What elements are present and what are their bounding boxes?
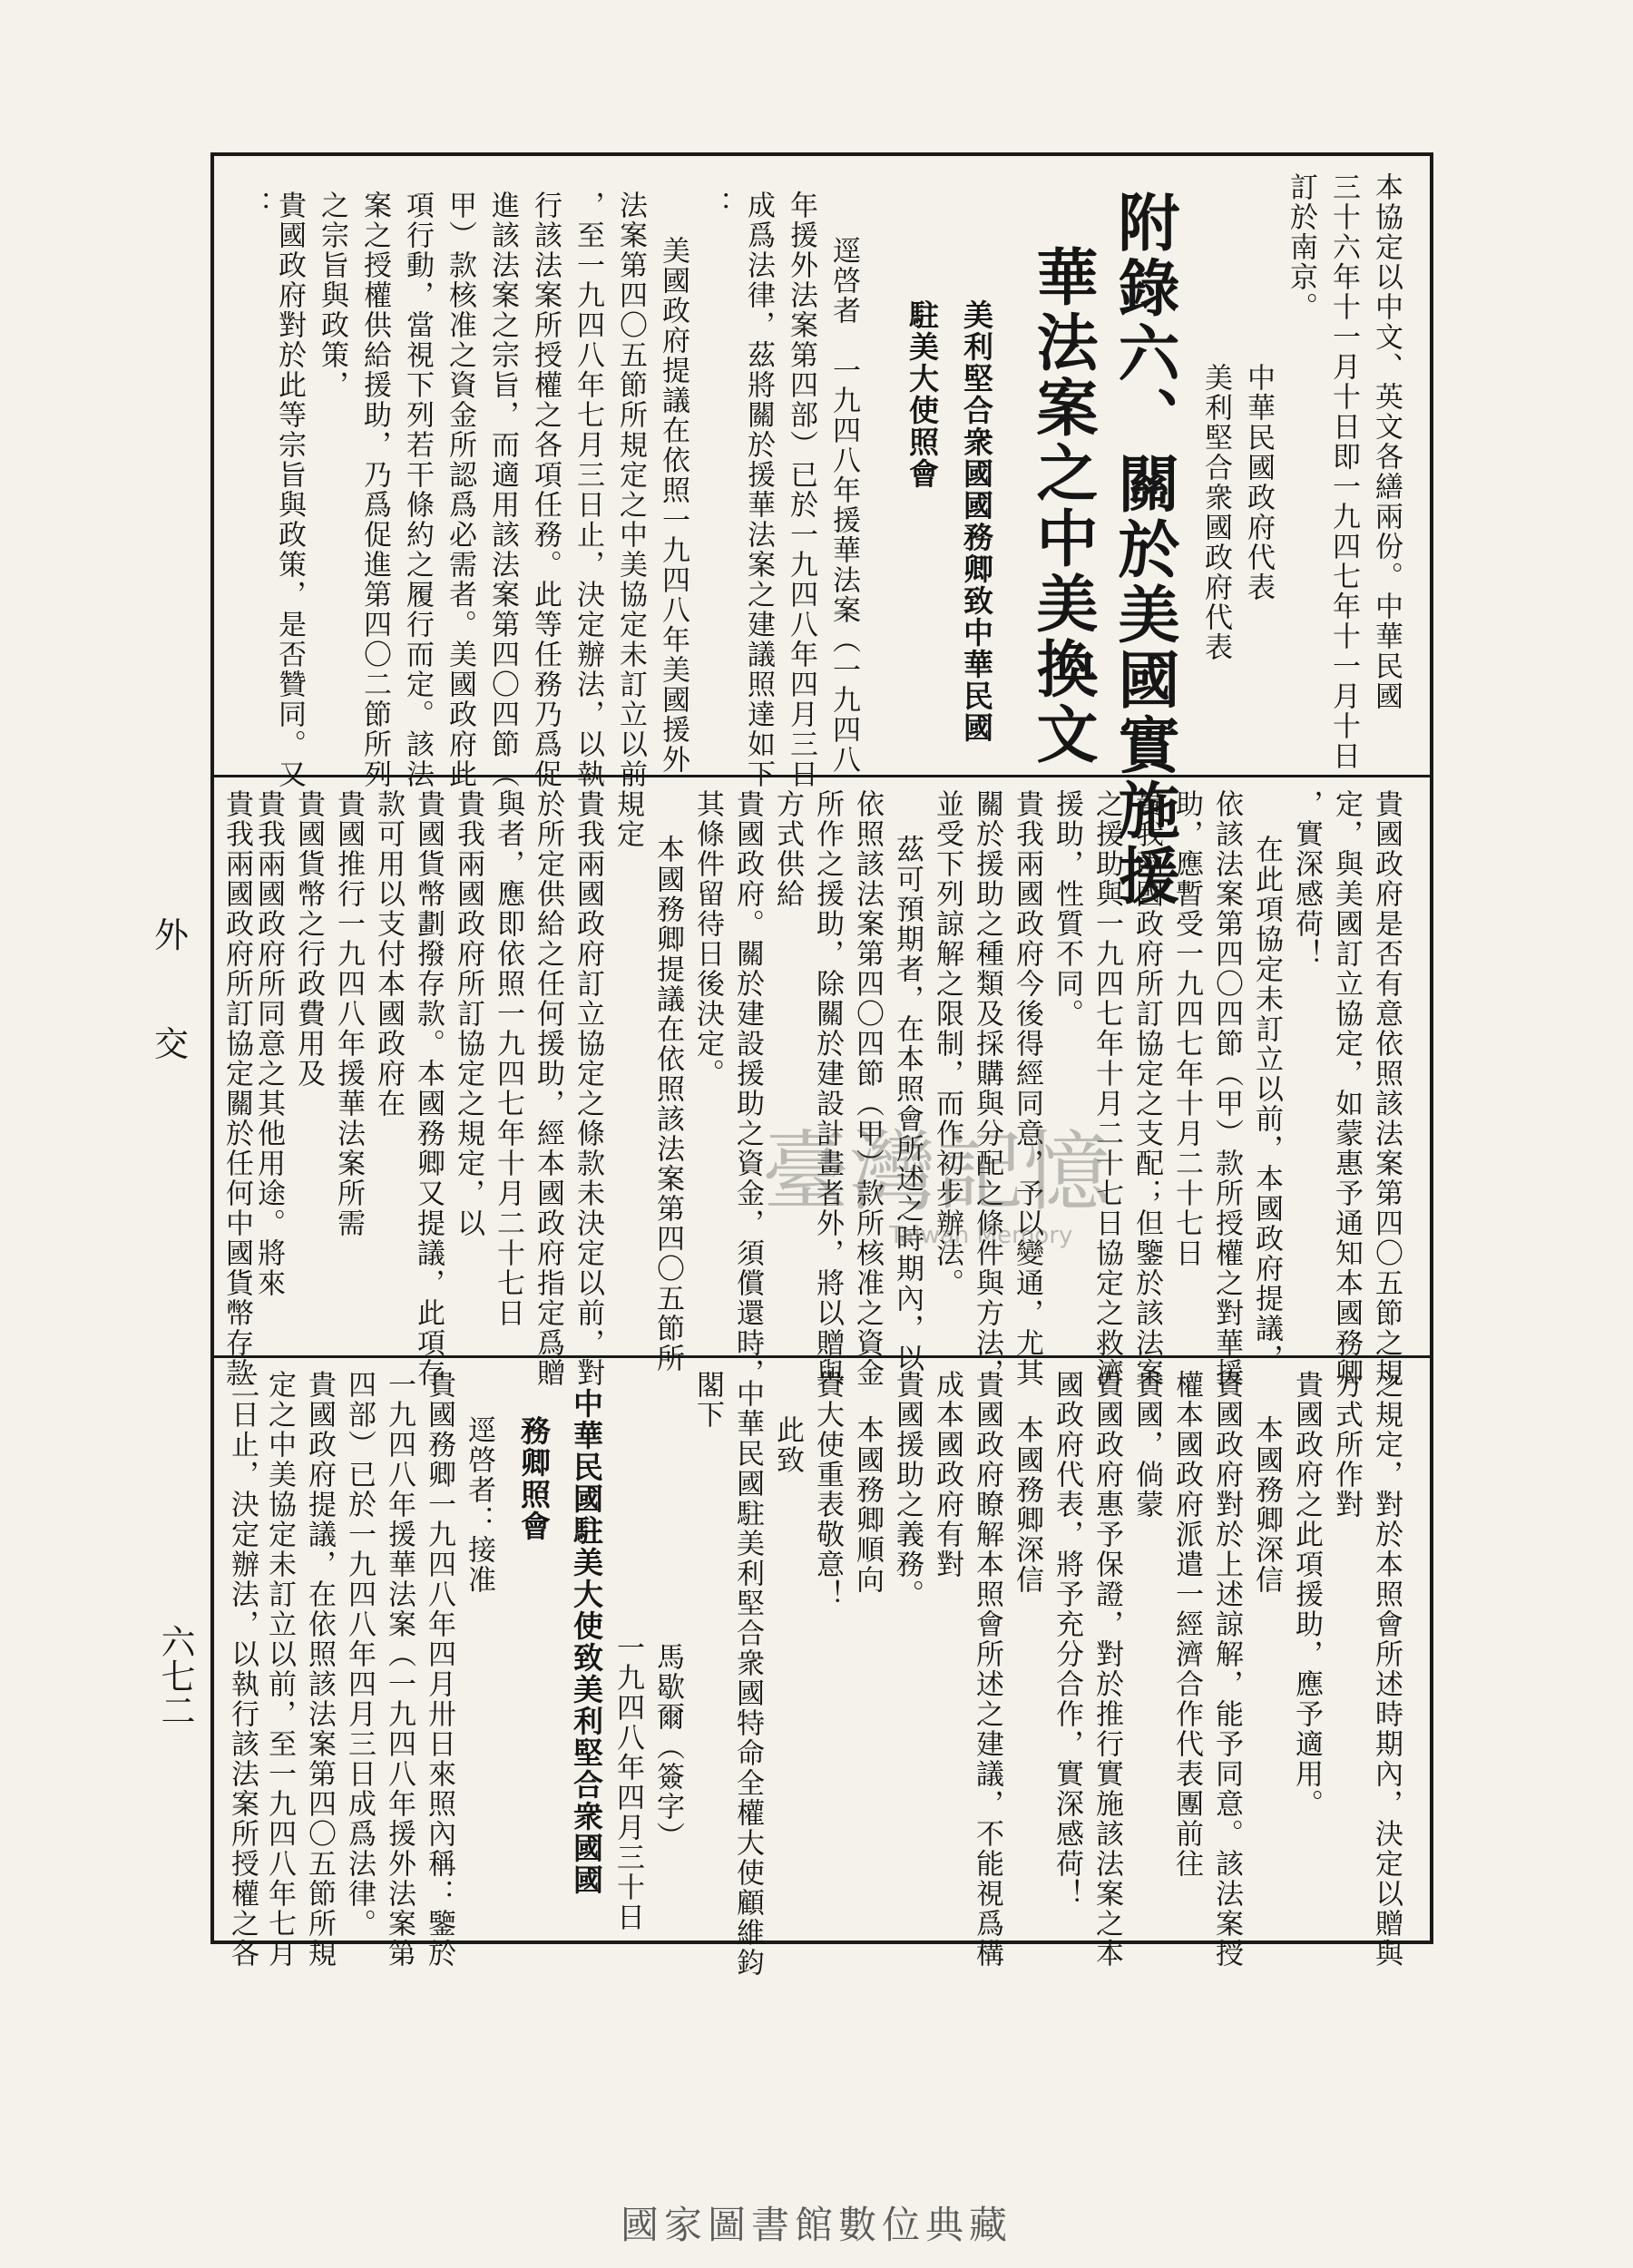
footer-caption: 國家圖書館數位典藏 <box>620 2203 1012 2247</box>
block3-line: 本國務卿順向 <box>851 1415 884 1595</box>
block3-line: 成本國政府有對 <box>931 1370 963 1579</box>
block3-line: 閣下 <box>691 1370 724 1430</box>
block2-line: 在此項協定未訂立以前，本國政府提議， <box>1250 835 1283 1374</box>
block2-line: 關於援助之種類及採購與分配之條件與方法， <box>971 789 1003 1388</box>
block1-body-line: 成爲法律，茲將關於援華法案之建議照達如下 <box>742 191 775 789</box>
block2-line: 貴國推行一九四八年援華法案所需 <box>332 789 365 1238</box>
block1-body-line: 進該法案之宗旨，而適用該法案第四〇四節（ <box>486 191 519 789</box>
appendix-title: 附錄六、關於美國實施援 <box>1108 191 1180 909</box>
block2-line: 本國務卿提議在依照該法案第四〇五節所 <box>651 835 684 1374</box>
block2-line: 貴我兩國政府所訂協定關於任何中國貨幣存款 <box>220 789 253 1388</box>
block2-line: 之援助與一九四七年十月二十七日協定之救濟 <box>1090 789 1123 1388</box>
block3-line: 權本國政府派遣一經濟合作代表團前往 <box>1170 1370 1203 1879</box>
block3-line: 貴國，倘蒙 <box>1130 1370 1163 1520</box>
block2-line: 貴國政府。關於建設援助之資金，須償還時， <box>731 789 764 1388</box>
block2-line: ，實深感荷！ <box>1290 789 1323 969</box>
note-heading: 美利堅合衆國國務卿致中華民國 <box>959 299 994 744</box>
block3-line: 國政府代表，將予充分合作，實深感荷！ <box>1051 1370 1083 1909</box>
block2-line: 助，應暫受一九四七年十月二十七日 <box>1170 789 1203 1268</box>
block2-line: 援助，性質不同。 <box>1051 789 1083 1029</box>
block3-body-line: 定之中美協定未訂立以前，至一九四八年七月 <box>263 1370 296 1969</box>
block3-line: 方式所作對 <box>1330 1370 1363 1520</box>
margin-section-char-1: 外 <box>154 915 190 955</box>
block1-body-line: 法案第四〇五節所規定之中美協定未訂立以前 <box>614 191 647 789</box>
block3-body-line: 三日止，決定辦法，以執行該法案所授權之各 <box>226 1370 259 1969</box>
block1-body-line: ，至一九四八年七月三日止，決定辦法，以執 <box>572 191 604 789</box>
block3-line: 貴大使重表敬意！ <box>811 1370 844 1609</box>
block1-body-line: 甲）款核准之資金所認爲必需者。美國政府此 <box>444 191 476 789</box>
block2-line: 貴我兩國政府今後得經同意，予以變通，尤其 <box>1011 789 1043 1388</box>
block3-line: 貴國援助之義務。 <box>891 1370 924 1609</box>
appendix-title-2: 華法案之中美換文 <box>1026 245 1099 767</box>
page-number: 六七二 <box>155 1624 195 1727</box>
block2-line: 並受下列諒解之限制，而作初步辦法。 <box>931 789 963 1298</box>
block2-line: 與者，應即依照一九四七年十月二十七日 <box>492 789 524 1328</box>
block2-line: 於所定供給之任何援助，經本國政府指定爲贈 <box>532 789 564 1388</box>
block1-body-line: ： <box>240 191 272 220</box>
block3-line: 本國務卿深信 <box>1250 1415 1283 1595</box>
block2-line: 規定 <box>611 789 644 849</box>
block1-line: 三十六年十一月十日即一九四七年十一月十日 <box>1327 172 1360 771</box>
block1-body-line: 年援外法案第四部）已於一九四八年四月三日 <box>785 191 817 789</box>
block2-line: 款可用以支付本國政府在 <box>372 789 405 1119</box>
block3-line: 本國務卿深信 <box>1011 1415 1043 1595</box>
block1-body-line: ： <box>699 191 732 220</box>
block2-line: 方式供給 <box>771 789 804 909</box>
block3-line: 之規定，對於本照會所述時期內，決定以贈與 <box>1370 1370 1403 1969</box>
block2-line: 所作之援助，除關於建設計畫者外，將以贈與 <box>811 789 844 1388</box>
block2-line: 定，與美國訂立協定，如蒙惠予通知本國務卿 <box>1330 789 1363 1388</box>
block2-line: 貴我兩國政府所訂協定之規定，以 <box>452 789 484 1238</box>
block2-line: 茲可預期者，在本照會所述之時期內，以 <box>891 835 924 1374</box>
block2-line: 貴我兩國政府所訂協定之支配；但鑒於該法案 <box>1130 789 1163 1388</box>
block3-line: 貴國政府瞭解本照會所述之建議，不能視爲構 <box>971 1370 1003 1969</box>
block3-addressee: 中華民國駐美利堅合衆國特命全權大使顧維鈞 <box>731 1379 764 1978</box>
block3-body-line: 逕啓者：接准 <box>463 1415 495 1595</box>
block1-body-line: 貴國政府對於此等宗旨與政策，是否贊同。又 <box>273 191 306 789</box>
block1-body-line: 行該法案所授權之各項任務。此等任務乃爲促 <box>529 191 562 789</box>
block1-signatory: 美利堅合衆國政府代表 <box>1199 363 1232 662</box>
block1-body-line: 案之授權供給援助，乃爲促進第四〇二節所列 <box>358 191 391 789</box>
signature: 馬歇爾（簽字） <box>651 1642 684 1852</box>
block2-line: 貴國政府是否有意依照該法案第四〇五節之規 <box>1370 789 1403 1388</box>
block3-body-line: 四部）已於一九四八年四月三日成爲法律。 <box>343 1370 376 1939</box>
block1-body-line: 項行動，當視下列若干條約之履行而定。該法 <box>401 191 434 789</box>
watermark-main: 臺灣記憶 <box>762 1121 1110 1223</box>
block3-body-line: 一九四八年援華法案（一九四八年援外法案第 <box>383 1370 416 1969</box>
block3-body-line: 貴國政府提議，在依照該法案第四〇五節所規 <box>303 1370 336 1969</box>
block2-line: 依照該法案第四〇四節（甲）款所核准之資金 <box>851 789 884 1388</box>
taiwan-memory-watermark <box>753 1116 1170 1252</box>
block3-line: 貴國政府之此項援助，應予適用。 <box>1290 1370 1323 1819</box>
reply-note-heading: 中華民國駐美大使致美利堅合衆國國 <box>569 1388 604 1896</box>
block3-line: 此致 <box>771 1415 804 1475</box>
block3-body-line: 貴國務卿一九四八年四月卅日來照內稱：鑒於 <box>423 1370 455 1969</box>
reply-note-heading-2: 務卿照會 <box>516 1415 552 1542</box>
block3-line: 貴國政府對於上述諒解，能予同意。該法案授 <box>1210 1370 1243 1969</box>
block1-signatory: 中華民國政府代表 <box>1242 363 1275 602</box>
block2-line: 貴我兩國政府訂立協定之條款未決定以前，對 <box>572 789 604 1388</box>
block1-body-line: 之宗旨與政策， <box>316 191 348 400</box>
margin-section-char-2: 交 <box>154 1024 190 1064</box>
block1-line: 本協定以中文、英文各繕兩份。中華民國 <box>1370 172 1403 711</box>
watermark-sub: Taiwan Memory <box>889 1222 1073 1249</box>
block2-line: 貴我兩國政府所同意之其他用途。將來 <box>252 789 285 1298</box>
block3-line: 貴國政府惠予保證，對於推行實施該法案之本 <box>1090 1370 1123 1969</box>
block2-line: 貴國貨幣之行政費用及 <box>292 789 325 1089</box>
block1-body-line: 逕啓者 一九四八年援華法案（一九四八 <box>827 236 860 775</box>
block2-line: 其條件留待日後決定。 <box>691 789 724 1089</box>
block1-body-line: 美國政府提議在依照一九四八年美國援外 <box>657 236 689 775</box>
block2-line: 貴國貨幣劃撥存款。本國務卿又提議，此項存 <box>412 789 445 1388</box>
note-heading-2: 駐美大使照會 <box>905 299 940 490</box>
block1-line: 訂於南京。 <box>1285 172 1317 322</box>
note-date: 一九四八年四月三十日 <box>611 1633 644 1932</box>
block2-line: 依該法案第四〇四節（甲）款所授權之對華援 <box>1210 789 1243 1388</box>
